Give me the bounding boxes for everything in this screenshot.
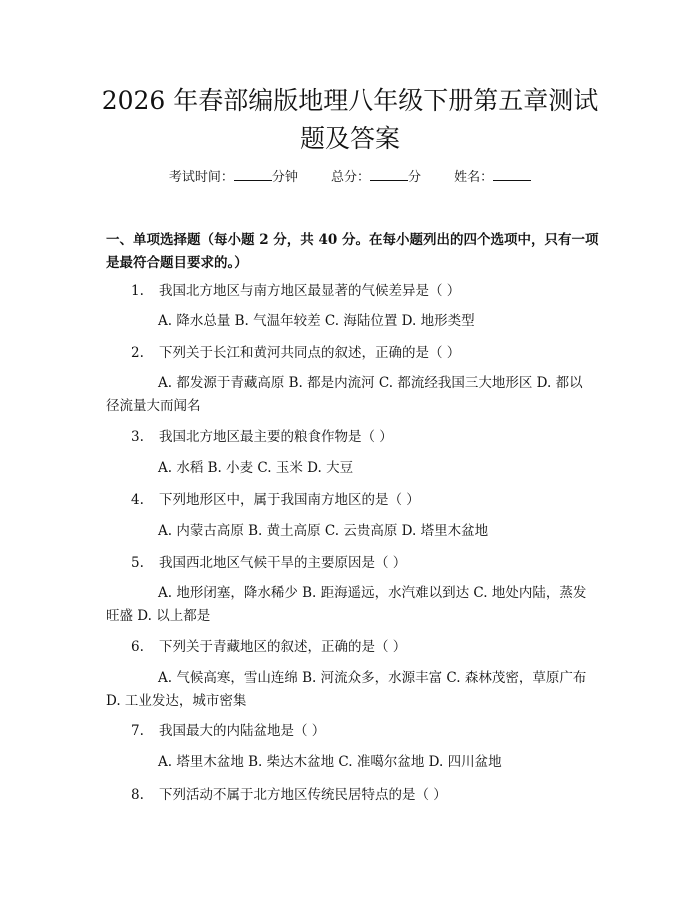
question-text: 下列关于长江和黄河共同点的叙述，正确的是（ ） [159, 345, 461, 361]
page-title [80, 82, 620, 158]
question-4-options: A. 内蒙古高原 B. 黄土高原 C. 云贵高原 D. 塔里木盆地 [158, 523, 489, 539]
question-text: 下列地形区中，属于我国南方地区的是（ ） [159, 492, 420, 508]
question-number: 7. [131, 723, 144, 739]
question-number: 3. [131, 429, 144, 445]
title-line-2: 题及答案 [299, 124, 400, 153]
question-text: 我国西北地区气候干旱的主要原因是（ ） [159, 555, 407, 571]
score-blank [370, 168, 408, 181]
question-3-options: A. 水稻 B. 小麦 C. 玉米 D. 大豆 [158, 460, 354, 476]
question-7-options: A. 塔里木盆地 B. 柴达木盆地 C. 准噶尔盆地 D. 四川盆地 [158, 754, 502, 770]
score-label: 总分： [330, 170, 370, 185]
section-heading: 一、单项选择题（每小题 2 分，共 40 分。在每小题列出的四个选项中，只有一项是最符合题目要求的。） [106, 232, 599, 271]
question-text: 我国最大的内陆盆地是（ ） [159, 723, 326, 739]
question-text: 下列关于青藏地区的叙述，正确的是（ ） [159, 639, 407, 655]
time-unit: 分钟 [271, 170, 298, 185]
question-text: 下列活动不属于北方地区传统民居特点的是（ ） [159, 787, 447, 803]
question-text: 我国北方地区最主要的粮食作物是（ ） [159, 429, 393, 445]
time-label: 考试时间： [168, 170, 234, 185]
question-5-options: A. 地形闭塞，降水稀少 B. 距海遥远，水汽难以到达 C. 地处内陆，蒸发旺盛 D. 以上都是 [106, 585, 587, 624]
name-blank [493, 168, 531, 181]
question-6-options: A. 气候高寒，雪山连绵 B. 河流众多，水源丰富 C. 森林茂密，草原广布 D. 工业发达，城市密集 [106, 670, 587, 709]
question-2-options: A. 都发源于青藏高原 B. 都是内流河 C. 都流经我国三大地形区 D. 都以径流量大而闻名 [106, 375, 583, 414]
question-number: 6. [131, 639, 144, 655]
title-line-1: 2026 年春部编版地理八年级下册第五章测试 [101, 86, 599, 115]
exam-meta [0, 168, 700, 187]
question-number: 1. [131, 283, 144, 299]
question-number: 8. [131, 787, 144, 803]
question-text: 我国北方地区与南方地区最显著的气候差异是（ ） [159, 283, 461, 299]
question-number: 4. [131, 492, 144, 508]
question-1-options: A. 降水总量 B. 气温年较差 C. 海陆位置 D. 地形类型 [158, 313, 475, 329]
name-label: 姓名： [454, 170, 494, 185]
score-unit: 分 [408, 170, 422, 185]
question-number: 5. [131, 555, 144, 571]
question-number: 2. [131, 345, 144, 361]
time-blank [234, 168, 272, 181]
